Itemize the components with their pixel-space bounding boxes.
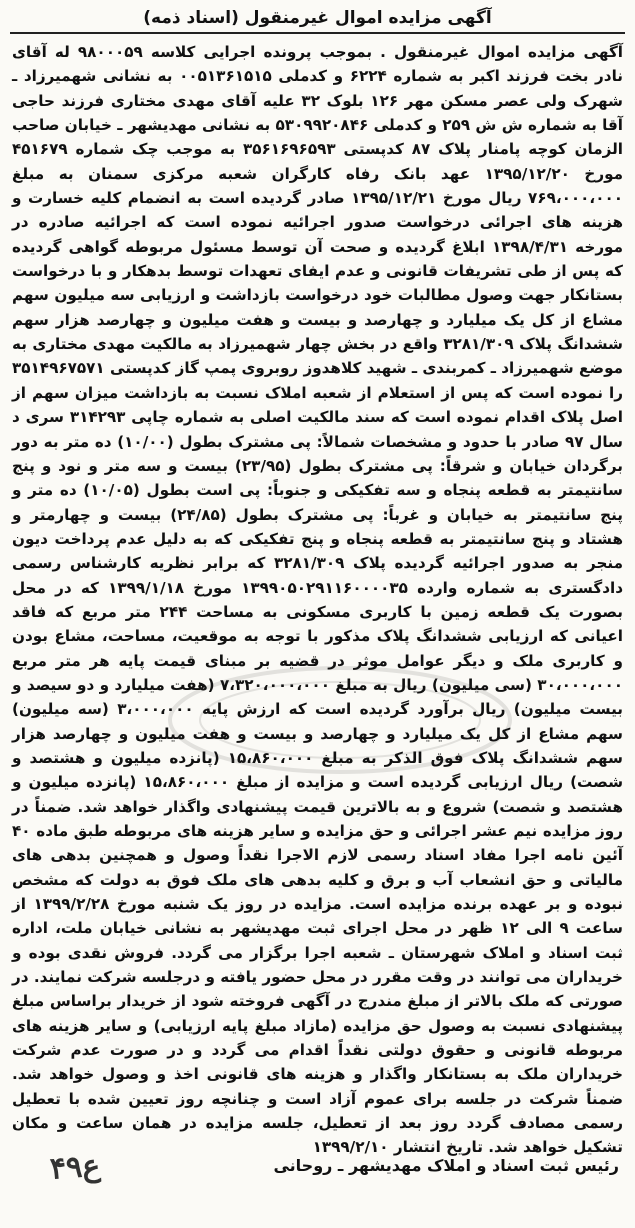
stamp-code: ع۴۹ <box>48 1148 102 1187</box>
notice-body: آگهی مزایده اموال غیرمنقول . بموجب پرونده اجرایی کلاسه ۹۸۰۰۰۵۹ له آقای نادر بخت فرزند اکبر به شماره ۶۲۲۴ و کدملی ۰۰۵۱۳۶۱۵۱۵ به نشانی شهمیرزاد ـ شهرک ولی عصر مسکن مهر ۱۲۶ بلوک ۳۲ علیه آقای مهدی مختاری فرزند حاجی آقا به شماره ش ش ۲۵۹ و کدملی ۵۳۰۹۹۲۰۸۴۶ به نشانی مهدیشهر ـ خیابان صاحب الزمان کوچه پامنار پلاک ۸۷ کدپستی ۳۵۶۱۶۹۶۵۹۳ به موجب چک شماره ۴۵۱۶۷۹ مورخ ۱۳۹۵/۱۲/۲۰ عهد بانک رفاه کارگران شعبه مرکزی سمنان به مبلغ ۷۶۹،۰۰۰،۰۰۰ ریال مورخ ۱۳۹۵/۱۲/۲۱ صادر گردیده است به انضمام کلیه خسارت و هزینه های اجرائی درخواست صدور اجرائیه نموده است که اجرائیه صادره در مورخه ۱۳۹۸/۴/۳۱ ابلاغ گردیده و صحت آن توسط مسئول مربوطه گواهی گردیده که پس از طی تشریفات قانونی و عدم ایفای تعهدات توسط بدهکار و با درخواست بستانکار جهت وصول مطالبات خود درخواست بازداشت و ارزیابی سه میلیون سهم مشاع از کل یک میلیارد و چهارصد و بیست و هفت میلیون و چهارصد هزار سهم ششدانگ پلاک ۳۲۸۱/۳۰۹ واقع در بخش چهار شهمیرزاد به مالکیت مهدی مختاری به موضع شهمیرزاد ـ کمربندی ـ شهید کلاهدوز روبروی پمپ گاز کدپستی ۳۵۱۴۹۶۷۵۷۱ را نموده است که پس از استعلام از شعبه املاک نسبت به بازداشت میزان سهم از اصل پلاک اقدام نموده است که سند مالکیت اصلی به شماره چاپی ۳۱۴۲۹۳ سری د سال ۹۷ صادر با حدود و مشخصات شمالاً: پی مشترک بطول (۱۰/۰۰) ده متر به دور برگردان خیابان و شرقاً: پی مشترک بطول (۲۳/۹۵) بیست و سه متر و نود و پنج سانتیمتر به قطعه پنجاه و سه تفکیکی و جنوباً: پی است بطول (۱۰/۰۵) ده متر و پنج سانتیمتر به خیابان و غرباً: پی مشترک بطول (۲۴/۸۵) بیست و چهارمتر و هشتاد و پنج سانتیمتر به قطعه پنجاه و پنج تفکیکی که به دلیل عدم پرداخت دیون منجر به صدور اجرائیه گردیده پلاک ۳۲۸۱/۳۰۹ که برابر نظریه کارشناس رسمی دادگستری به شماره وارده ۱۳۹۹۰۵۰۲۹۱۱۶۰۰۰۰۳۵ مورخ ۱۳۹۹/۱/۱۸ که در محل بصورت یک قطعه زمین با کاربری مسکونی به مساحت ۲۴۴ متر مربع که فاقد اعیانی که ارزیابی ششدانگ پلاک مذکور با توجه به موقعیت، مساحت، مشاع بودن و کاربری ملک و دیگر عوامل موثر در قضیه بر مبنای قیمت پایه هر متر مربع ۳۰،۰۰۰،۰۰۰ (سی میلیون) ریال به مبلغ ۷،۳۲۰،۰۰۰،۰۰۰ (هفت میلیارد و دو سیصد و بیست میلیون) ریال برآورد گردیده است که ارزش پایه ۳،۰۰۰،۰۰۰ (سه میلیون) سهم مشاع از کل یک میلیارد و چهارصد و بیست و هفت میلیون و چهارصد هزار سهم ششدانگ پلاک فوق الذکر به مبلغ ۱۵،۸۶۰،۰۰۰ (پانزده میلیون و هشتصد و شصت) ریال ارزیابی گردیده است و مزایده از مبلغ ۱۵،۸۶۰،۰۰۰ (پانزده میلیون و هشتصد و شصت) شروع و به بالاترین قیمت پیشنهادی واگذار خواهد شد. ضمناً در روز مزایده نیم عشر اجرائی و حق مزایده و سایر هزینه های مربوطه طبق ماده ۴۰ آئین نامه اجرا مفاد اسناد رسمی لازم الاجرا نقداً وصول و همچنین بدهی های مالیاتی و حق انشعاب آب و برق و کلیه بدهی های ملک فوق به دولت که مشخص نبوده و بر عهده برنده مزایده است. مزایده در روز یک شنبه مورخ ۱۳۹۹/۲/۲۸ از ساعت ۹ الی ۱۲ ظهر در محل اجرای ثبت مهدیشهر به نشانی خیابان ملت، اداره ثبت اسناد و املاک شهرستان ـ شعبه اجرا برگزار می گردد. فروش نقدی بوده و خریداران می توانند در وقت مقرر در محل حضور یافته و درجلسه شرکت نمایند. در صورتی که ملک بالاتر از مبلغ مندرج در آگهی فروخته شود از خریدار براساس مبلغ پیشنهادی نسبت به وصول حق مزایده (مازاد مبلغ پایه ارزیابی) و سایر هزینه های مربوطه قانونی و حقوق دولتی نقداً اقدام می گردد و در صورت عدم شرکت خریداران ملک به بستانکار واگذار و هزینه های قانونی اخذ و وصول خواهد شد. ضمناً شرکت در جلسه برای عموم آزاد است و چنانچه روز تعیین شده با تعطیل رسمی مصادف گردد روز بعد از تعطیل، جلسه مزایده در همان ساعت و مکان تشکیل خواهد شد. تاریخ انتشار ۱۳۹۹/۲/۱۰ <box>12 43 624 1157</box>
auction-notice <box>10 0 625 1228</box>
signature: رئیس ثبت اسناد و املاک مهدیشهر ـ روحانی <box>273 1156 619 1175</box>
notice-title: آگهی مزایده اموال غیرمنقول (اسناد ذمه) <box>143 8 492 28</box>
title-divider <box>10 32 625 34</box>
signature-row <box>10 1150 625 1190</box>
